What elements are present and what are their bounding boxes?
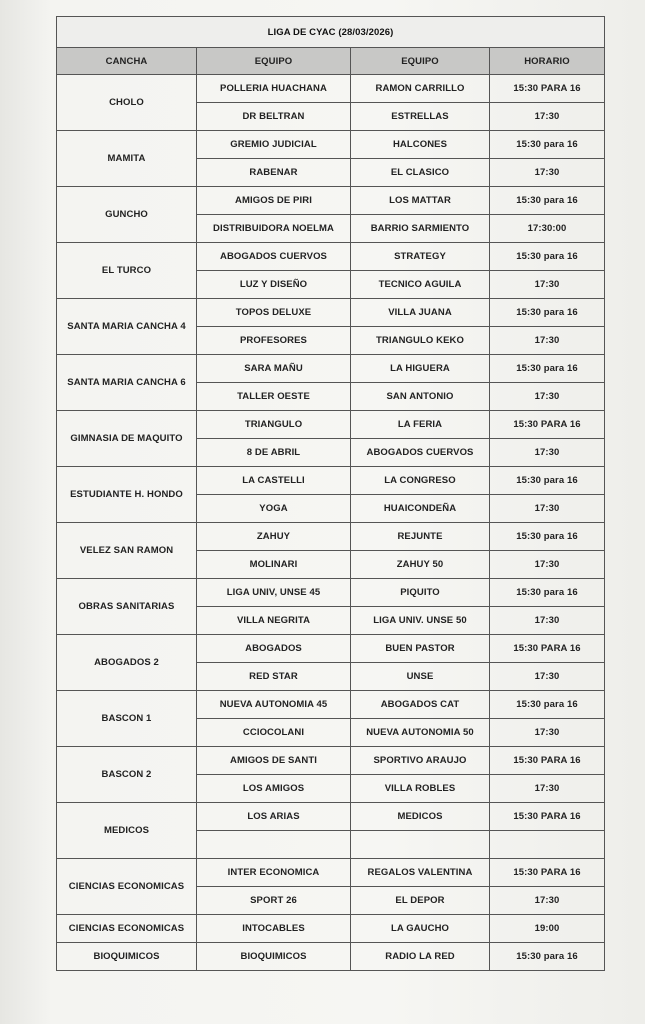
team-b-cell: TRIANGULO KEKO xyxy=(351,327,490,355)
team-a-cell: TRIANGULO xyxy=(197,411,351,439)
team-a-cell: DISTRIBUIDORA NOELMA xyxy=(197,215,351,243)
table-row xyxy=(57,635,605,663)
cancha-cell: GUNCHO xyxy=(57,187,197,243)
horario-cell: 17:30 xyxy=(490,383,605,411)
team-a-cell: INTOCABLES xyxy=(197,915,351,943)
horario-cell: 17:30 xyxy=(490,103,605,131)
cancha-cell: CIENCIAS ECONOMICAS xyxy=(57,859,197,915)
cancha-cell: MEDICOS xyxy=(57,803,197,859)
header-equipo-b: EQUIPO xyxy=(351,48,490,75)
cancha-cell: GIMNASIA DE MAQUITO xyxy=(57,411,197,467)
team-b-cell: REJUNTE xyxy=(351,523,490,551)
horario-cell: 17:30 xyxy=(490,327,605,355)
team-b-cell: NUEVA AUTONOMIA 50 xyxy=(351,719,490,747)
team-a-cell: AMIGOS DE SANTI xyxy=(197,747,351,775)
cancha-cell: SANTA MARIA CANCHA 6 xyxy=(57,355,197,411)
horario-cell: 15:30 para 16 xyxy=(490,299,605,327)
team-b-cell: PIQUITO xyxy=(351,579,490,607)
horario-cell: 15:30 PARA 16 xyxy=(490,803,605,831)
team-b-cell: VILLA JUANA xyxy=(351,299,490,327)
team-b-cell: RADIO LA RED xyxy=(351,943,490,971)
team-a-cell: TOPOS DELUXE xyxy=(197,299,351,327)
team-b-cell: BARRIO SARMIENTO xyxy=(351,215,490,243)
team-b-cell: ZAHUY 50 xyxy=(351,551,490,579)
team-b-cell: LIGA UNIV. UNSE 50 xyxy=(351,607,490,635)
team-a-cell: TALLER OESTE xyxy=(197,383,351,411)
horario-cell: 17:30 xyxy=(490,551,605,579)
horario-cell: 17:30 xyxy=(490,887,605,915)
cancha-cell: BASCON 2 xyxy=(57,747,197,803)
team-a-cell: SARA MAÑU xyxy=(197,355,351,383)
horario-cell: 17:30 xyxy=(490,719,605,747)
team-b-cell: UNSE xyxy=(351,663,490,691)
cancha-cell: OBRAS SANITARIAS xyxy=(57,579,197,635)
horario-cell: 17:30 xyxy=(490,775,605,803)
horario-cell: 15:30 para 16 xyxy=(490,131,605,159)
team-a-cell: RED STAR xyxy=(197,663,351,691)
team-b-cell: ABOGADOS CUERVOS xyxy=(351,439,490,467)
table-row xyxy=(57,355,605,383)
horario-cell: 15:30 PARA 16 xyxy=(490,747,605,775)
table-row xyxy=(57,691,605,719)
page-title: LIGA DE CYAC (28/03/2026) xyxy=(57,17,605,48)
team-a-cell: SPORT 26 xyxy=(197,887,351,915)
team-a-cell: ABOGADOS CUERVOS xyxy=(197,243,351,271)
team-a-cell: LIGA UNIV, UNSE 45 xyxy=(197,579,351,607)
cancha-cell: CIENCIAS ECONOMICAS xyxy=(57,915,197,943)
table-row xyxy=(57,859,605,887)
table-row xyxy=(57,75,605,103)
horario-cell: 19:00 xyxy=(490,915,605,943)
horario-cell: 17:30 xyxy=(490,439,605,467)
team-b-cell: MEDICOS xyxy=(351,803,490,831)
cancha-cell: MAMITA xyxy=(57,131,197,187)
team-b-cell: LA CONGRESO xyxy=(351,467,490,495)
horario-cell: 17:30 xyxy=(490,159,605,187)
team-b-cell: REGALOS VALENTINA xyxy=(351,859,490,887)
team-b-cell: VILLA ROBLES xyxy=(351,775,490,803)
team-b-cell: LA GAUCHO xyxy=(351,915,490,943)
team-b-cell: SAN ANTONIO xyxy=(351,383,490,411)
table-row xyxy=(57,579,605,607)
team-a-cell: ZAHUY xyxy=(197,523,351,551)
team-b-cell: HALCONES xyxy=(351,131,490,159)
horario-cell: 15:30 para 16 xyxy=(490,187,605,215)
team-a-cell: MOLINARI xyxy=(197,551,351,579)
cancha-cell: VELEZ SAN RAMON xyxy=(57,523,197,579)
team-a-cell: NUEVA AUTONOMIA 45 xyxy=(197,691,351,719)
team-b-cell: RAMON CARRILLO xyxy=(351,75,490,103)
horario-cell: 15:30 PARA 16 xyxy=(490,411,605,439)
horario-cell: 17:30 xyxy=(490,271,605,299)
horario-cell: 15:30 para 16 xyxy=(490,243,605,271)
horario-cell: 15:30 para 16 xyxy=(490,523,605,551)
team-b-cell: HUAICONDEÑA xyxy=(351,495,490,523)
team-b-cell: EL CLASICO xyxy=(351,159,490,187)
table-row xyxy=(57,187,605,215)
cancha-cell: BASCON 1 xyxy=(57,691,197,747)
team-b-cell: SPORTIVO ARAUJO xyxy=(351,747,490,775)
horario-cell: 15:30 PARA 16 xyxy=(490,859,605,887)
table-row xyxy=(57,411,605,439)
team-a-cell: GREMIO JUDICIAL xyxy=(197,131,351,159)
team-b-cell: LOS MATTAR xyxy=(351,187,490,215)
cancha-cell: ABOGADOS 2 xyxy=(57,635,197,691)
table-row xyxy=(57,943,605,971)
team-a-cell: LA CASTELLI xyxy=(197,467,351,495)
team-a-cell: PROFESORES xyxy=(197,327,351,355)
team-b-cell: TECNICO AGUILA xyxy=(351,271,490,299)
horario-cell: 15:30 para 16 xyxy=(490,467,605,495)
table-row xyxy=(57,523,605,551)
team-b-cell: LA FERIA xyxy=(351,411,490,439)
horario-cell: 15:30 para 16 xyxy=(490,943,605,971)
team-a-cell: LOS ARIAS xyxy=(197,803,351,831)
team-b-cell xyxy=(351,831,490,859)
team-a-cell: INTER ECONOMICA xyxy=(197,859,351,887)
team-b-cell: LA HIGUERA xyxy=(351,355,490,383)
cancha-cell: BIOQUIMICOS xyxy=(57,943,197,971)
team-a-cell: ABOGADOS xyxy=(197,635,351,663)
horario-cell: 17:30 xyxy=(490,663,605,691)
team-b-cell: ABOGADOS CAT xyxy=(351,691,490,719)
horario-cell: 15:30 para 16 xyxy=(490,579,605,607)
cancha-cell: EL TURCO xyxy=(57,243,197,299)
team-a-cell: BIOQUIMICOS xyxy=(197,943,351,971)
cancha-cell: CHOLO xyxy=(57,75,197,131)
table-row xyxy=(57,803,605,831)
team-a-cell: 8 DE ABRIL xyxy=(197,439,351,467)
horario-cell: 17:30:00 xyxy=(490,215,605,243)
horario-cell: 17:30 xyxy=(490,495,605,523)
header-equipo-a: EQUIPO xyxy=(197,48,351,75)
team-b-cell: BUEN PASTOR xyxy=(351,635,490,663)
schedule-body xyxy=(57,75,605,971)
table-row xyxy=(57,131,605,159)
team-a-cell: VILLA NEGRITA xyxy=(197,607,351,635)
table-row xyxy=(57,915,605,943)
team-a-cell: AMIGOS DE PIRI xyxy=(197,187,351,215)
cancha-cell: ESTUDIANTE H. HONDO xyxy=(57,467,197,523)
horario-cell: 17:30 xyxy=(490,607,605,635)
table-row xyxy=(57,299,605,327)
header-horario: HORARIO xyxy=(490,48,605,75)
team-a-cell: POLLERIA HUACHANA xyxy=(197,75,351,103)
cancha-cell: SANTA MARIA CANCHA 4 xyxy=(57,299,197,355)
team-b-cell: EL DEPOR xyxy=(351,887,490,915)
team-b-cell: STRATEGY xyxy=(351,243,490,271)
team-a-cell: DR BELTRAN xyxy=(197,103,351,131)
table-row xyxy=(57,243,605,271)
team-a-cell: LUZ Y DISEÑO xyxy=(197,271,351,299)
team-a-cell xyxy=(197,831,351,859)
team-b-cell: ESTRELLAS xyxy=(351,103,490,131)
horario-cell: 15:30 para 16 xyxy=(490,691,605,719)
schedule-table xyxy=(56,16,605,971)
horario-cell: 15:30 PARA 16 xyxy=(490,635,605,663)
table-row xyxy=(57,747,605,775)
table-row xyxy=(57,467,605,495)
horario-cell xyxy=(490,831,605,859)
team-a-cell: CCIOCOLANI xyxy=(197,719,351,747)
team-a-cell: RABENAR xyxy=(197,159,351,187)
team-a-cell: YOGA xyxy=(197,495,351,523)
team-a-cell: LOS AMIGOS xyxy=(197,775,351,803)
horario-cell: 15:30 para 16 xyxy=(490,355,605,383)
horario-cell: 15:30 PARA 16 xyxy=(490,75,605,103)
header-cancha: CANCHA xyxy=(57,48,197,75)
